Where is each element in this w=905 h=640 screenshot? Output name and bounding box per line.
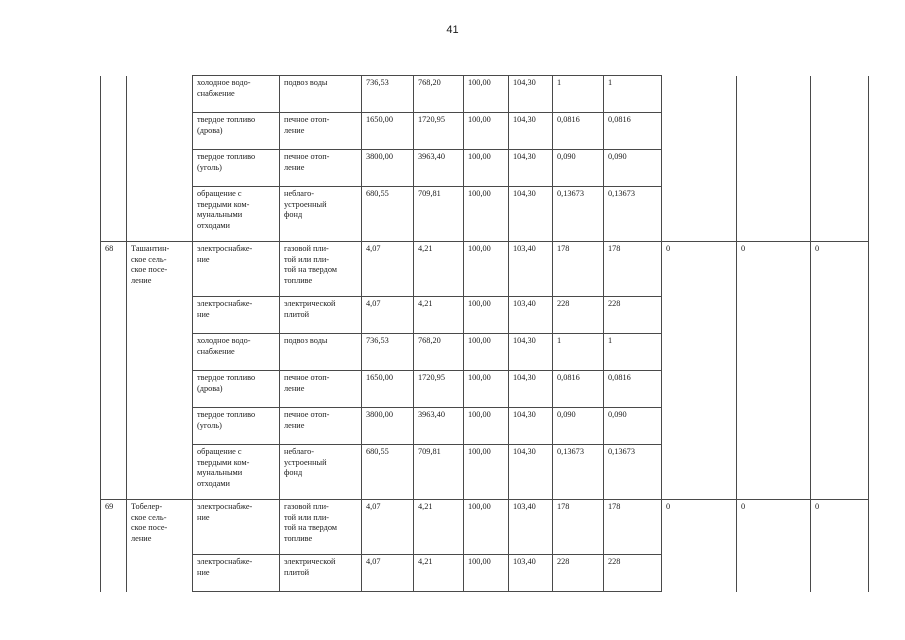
improvement-level-cell: газовой пли- той или пли- той на твердом топливе <box>280 242 362 297</box>
value-cell: 100,00 <box>464 242 509 297</box>
extra-value-cell <box>662 555 737 592</box>
value-cell: 709,81 <box>414 187 464 242</box>
service-cell: твердое топливо (уголь) <box>193 408 280 445</box>
settlement-name-cell <box>127 187 193 242</box>
value-cell: 100,00 <box>464 187 509 242</box>
value-cell: 104,30 <box>509 187 553 242</box>
row-number-cell <box>101 371 127 408</box>
value-cell: 0,0816 <box>553 113 604 150</box>
value-cell: 178 <box>604 242 662 297</box>
value-cell: 228 <box>553 555 604 592</box>
extra-value-cell <box>811 408 869 445</box>
page-number: 41 <box>446 24 459 36</box>
value-cell: 1650,00 <box>362 113 414 150</box>
extra-value-cell <box>737 445 811 500</box>
value-cell: 4,21 <box>414 500 464 555</box>
table-row <box>101 334 869 371</box>
service-cell: электроснабже- ние <box>193 297 280 334</box>
improvement-level-cell: печное отоп- ление <box>280 408 362 445</box>
table-row <box>101 555 869 592</box>
value-cell: 0,0816 <box>553 371 604 408</box>
service-cell: обращение с твердыми ком- мунальными отходами <box>193 445 280 500</box>
value-cell: 4,07 <box>362 242 414 297</box>
value-cell: 768,20 <box>414 76 464 113</box>
service-cell: твердое топливо (дрова) <box>193 113 280 150</box>
extra-value-cell <box>737 187 811 242</box>
extra-value-cell <box>737 555 811 592</box>
settlement-name-cell <box>127 445 193 500</box>
value-cell: 178 <box>604 500 662 555</box>
extra-value-cell <box>811 334 869 371</box>
value-cell: 0,090 <box>604 408 662 445</box>
table-row <box>101 150 869 187</box>
row-number-cell <box>101 408 127 445</box>
settlement-name-cell <box>127 150 193 187</box>
table-row <box>101 113 869 150</box>
value-cell: 228 <box>604 297 662 334</box>
improvement-level-cell: электрической плитой <box>280 555 362 592</box>
value-cell: 100,00 <box>464 555 509 592</box>
service-cell: электроснабже- ние <box>193 242 280 297</box>
value-cell: 178 <box>553 242 604 297</box>
improvement-level-cell: подвоз воды <box>280 76 362 113</box>
settlement-name-cell: Тобелер- ское сель- ское посе- ление <box>127 500 193 555</box>
value-cell: 103,40 <box>509 297 553 334</box>
row-number-cell: 68 <box>101 242 127 297</box>
value-cell: 103,40 <box>509 500 553 555</box>
value-cell: 3800,00 <box>362 408 414 445</box>
value-cell: 0,13673 <box>604 445 662 500</box>
table-body <box>101 76 869 592</box>
value-cell: 104,30 <box>509 76 553 113</box>
extra-value-cell: 0 <box>811 500 869 555</box>
value-cell: 100,00 <box>464 445 509 500</box>
settlement-name-cell: Ташантин- ское сель- ское посе- ление <box>127 242 193 297</box>
value-cell: 1 <box>553 76 604 113</box>
table-row <box>101 371 869 408</box>
improvement-level-cell: неблаго- устроенный фонд <box>280 187 362 242</box>
value-cell: 680,55 <box>362 187 414 242</box>
value-cell: 100,00 <box>464 408 509 445</box>
value-cell: 1720,95 <box>414 113 464 150</box>
value-cell: 103,40 <box>509 242 553 297</box>
table-row <box>101 445 869 500</box>
value-cell: 736,53 <box>362 334 414 371</box>
extra-value-cell <box>811 150 869 187</box>
settlement-name-cell <box>127 334 193 371</box>
value-cell: 768,20 <box>414 334 464 371</box>
value-cell: 228 <box>553 297 604 334</box>
value-cell: 104,30 <box>509 408 553 445</box>
settlement-name-cell <box>127 113 193 150</box>
improvement-level-cell: печное отоп- ление <box>280 150 362 187</box>
value-cell: 4,07 <box>362 297 414 334</box>
value-cell: 100,00 <box>464 371 509 408</box>
extra-value-cell <box>737 297 811 334</box>
value-cell: 1720,95 <box>414 371 464 408</box>
improvement-level-cell: неблаго- устроенный фонд <box>280 445 362 500</box>
tariff-table <box>100 75 869 592</box>
extra-value-cell <box>737 150 811 187</box>
value-cell: 709,81 <box>414 445 464 500</box>
improvement-level-cell: электрической плитой <box>280 297 362 334</box>
value-cell: 0,13673 <box>553 445 604 500</box>
extra-value-cell <box>811 445 869 500</box>
settlement-name-cell <box>127 371 193 408</box>
value-cell: 1 <box>604 76 662 113</box>
table-row <box>101 187 869 242</box>
value-cell: 736,53 <box>362 76 414 113</box>
value-cell: 103,40 <box>509 555 553 592</box>
value-cell: 0,13673 <box>553 187 604 242</box>
value-cell: 104,30 <box>509 371 553 408</box>
value-cell: 4,07 <box>362 500 414 555</box>
extra-value-cell <box>662 76 737 113</box>
value-cell: 104,30 <box>509 113 553 150</box>
extra-value-cell <box>811 297 869 334</box>
value-cell: 100,00 <box>464 297 509 334</box>
settlement-name-cell <box>127 76 193 113</box>
extra-value-cell: 0 <box>811 242 869 297</box>
table-row <box>101 297 869 334</box>
extra-value-cell <box>811 371 869 408</box>
extra-value-cell <box>662 408 737 445</box>
settlement-name-cell <box>127 297 193 334</box>
value-cell: 100,00 <box>464 334 509 371</box>
row-number-cell <box>101 334 127 371</box>
value-cell: 0,090 <box>553 150 604 187</box>
extra-value-cell <box>737 334 811 371</box>
value-cell: 4,07 <box>362 555 414 592</box>
extra-value-cell <box>662 150 737 187</box>
row-number-cell: 69 <box>101 500 127 555</box>
row-number-cell <box>101 150 127 187</box>
value-cell: 178 <box>553 500 604 555</box>
value-cell: 3800,00 <box>362 150 414 187</box>
value-cell: 100,00 <box>464 150 509 187</box>
settlement-name-cell <box>127 555 193 592</box>
extra-value-cell <box>662 113 737 150</box>
extra-value-cell <box>662 297 737 334</box>
value-cell: 104,30 <box>509 150 553 187</box>
value-cell: 228 <box>604 555 662 592</box>
extra-value-cell <box>811 113 869 150</box>
value-cell: 0,090 <box>604 150 662 187</box>
value-cell: 100,00 <box>464 500 509 555</box>
row-number-cell <box>101 187 127 242</box>
value-cell: 3963,40 <box>414 408 464 445</box>
value-cell: 4,21 <box>414 297 464 334</box>
extra-value-cell <box>811 555 869 592</box>
extra-value-cell <box>737 371 811 408</box>
value-cell: 100,00 <box>464 113 509 150</box>
value-cell: 104,30 <box>509 334 553 371</box>
value-cell: 100,00 <box>464 76 509 113</box>
value-cell: 104,30 <box>509 445 553 500</box>
improvement-level-cell: подвоз воды <box>280 334 362 371</box>
value-cell: 4,21 <box>414 242 464 297</box>
value-cell: 1650,00 <box>362 371 414 408</box>
extra-value-cell <box>811 76 869 113</box>
table-row <box>101 242 869 297</box>
value-cell: 1 <box>604 334 662 371</box>
value-cell: 4,21 <box>414 555 464 592</box>
extra-value-cell <box>811 187 869 242</box>
service-cell: электроснабже- ние <box>193 500 280 555</box>
value-cell: 0,13673 <box>604 187 662 242</box>
service-cell: обращение с твердыми ком- мунальными отходами <box>193 187 280 242</box>
improvement-level-cell: печное отоп- ление <box>280 113 362 150</box>
settlement-name-cell <box>127 408 193 445</box>
service-cell: твердое топливо (дрова) <box>193 371 280 408</box>
service-cell: холодное водо- снабжение <box>193 76 280 113</box>
row-number-cell <box>101 76 127 113</box>
value-cell: 0,0816 <box>604 113 662 150</box>
table-row <box>101 500 869 555</box>
extra-value-cell <box>737 408 811 445</box>
service-cell: твердое топливо (уголь) <box>193 150 280 187</box>
improvement-level-cell: газовой пли- той или пли- той на твердом топливе <box>280 500 362 555</box>
row-number-cell <box>101 297 127 334</box>
extra-value-cell <box>737 76 811 113</box>
table-row <box>101 76 869 113</box>
extra-value-cell <box>662 445 737 500</box>
extra-value-cell <box>662 334 737 371</box>
row-number-cell <box>101 113 127 150</box>
improvement-level-cell: печное отоп- ление <box>280 371 362 408</box>
row-number-cell <box>101 445 127 500</box>
value-cell: 1 <box>553 334 604 371</box>
extra-value-cell: 0 <box>737 242 811 297</box>
value-cell: 680,55 <box>362 445 414 500</box>
value-cell: 3963,40 <box>414 150 464 187</box>
table-row <box>101 408 869 445</box>
extra-value-cell <box>662 371 737 408</box>
tariff-table-wrapper <box>100 75 870 592</box>
value-cell: 0,090 <box>553 408 604 445</box>
row-number-cell <box>101 555 127 592</box>
extra-value-cell <box>737 113 811 150</box>
extra-value-cell <box>662 187 737 242</box>
value-cell: 0,0816 <box>604 371 662 408</box>
extra-value-cell: 0 <box>737 500 811 555</box>
service-cell: холодное водо- снабжение <box>193 334 280 371</box>
extra-value-cell: 0 <box>662 500 737 555</box>
service-cell: электроснабже- ние <box>193 555 280 592</box>
extra-value-cell: 0 <box>662 242 737 297</box>
